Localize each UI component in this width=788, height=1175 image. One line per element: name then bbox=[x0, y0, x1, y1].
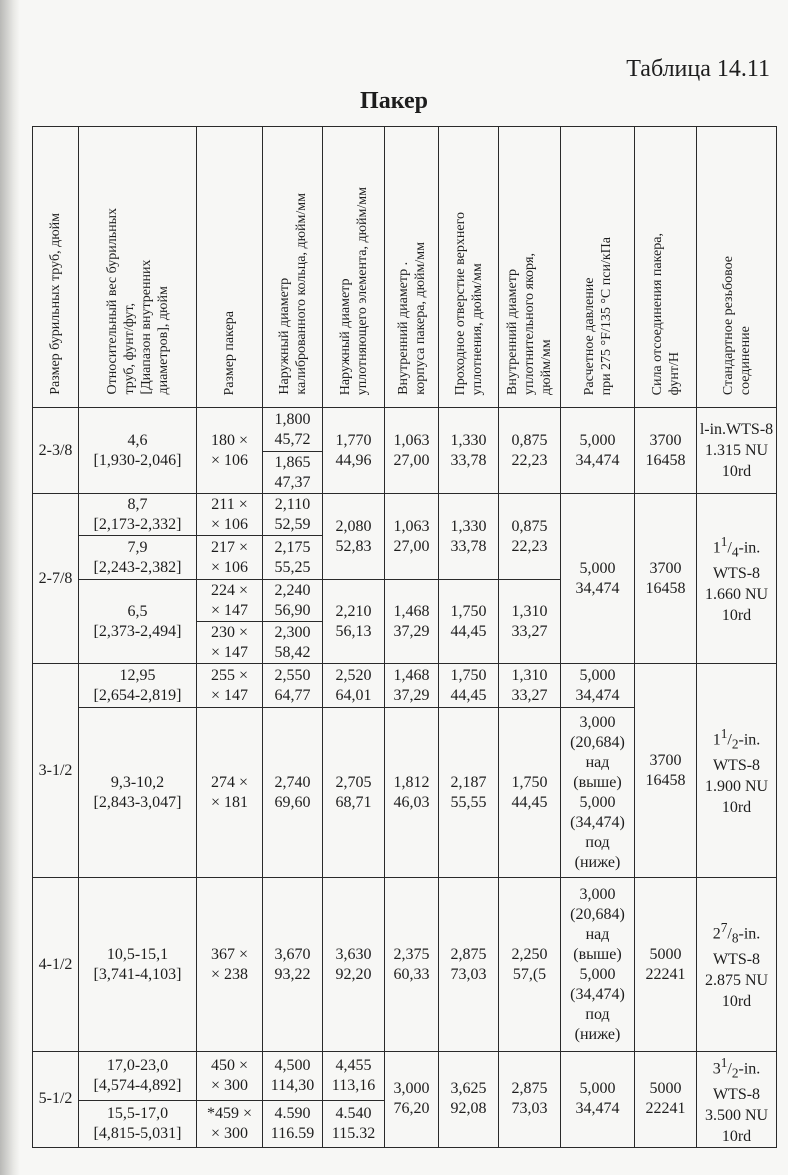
body-id-cell bbox=[385, 408, 439, 494]
weight-cell bbox=[79, 664, 197, 708]
cell-line: 1,800 bbox=[274, 410, 311, 428]
gauge-ring-cell bbox=[263, 494, 323, 536]
cell-line: 2,187 bbox=[450, 773, 487, 791]
packer-size-cell bbox=[197, 494, 263, 536]
header-cell bbox=[323, 127, 385, 408]
cell-line: 44,45 bbox=[450, 622, 487, 640]
cell-line: 2,705 bbox=[335, 773, 372, 791]
cell-line: 47,37 bbox=[274, 473, 311, 491]
cell-line: [4,574-4,892] bbox=[93, 1076, 182, 1094]
cell-line: 10rd bbox=[721, 1127, 752, 1145]
cell-line: 2.875 NU bbox=[704, 971, 769, 989]
weight-cell bbox=[79, 708, 197, 878]
cell-line: 3,000 bbox=[579, 885, 616, 903]
cell-line: 4,455 bbox=[335, 1056, 372, 1074]
cell-line: × 106 bbox=[210, 515, 249, 533]
cell-line: 115.32 bbox=[331, 1124, 376, 1142]
header-text: Наружный диаметр калиброванного кольца, дюйм/мм bbox=[276, 193, 309, 395]
cell-line: 45,72 bbox=[274, 430, 311, 448]
seal-bore-cell bbox=[439, 708, 499, 878]
cell-line: 22241 bbox=[645, 1100, 686, 1118]
cell-line: × 300 bbox=[210, 1124, 249, 1142]
cell-line: 2,875 bbox=[450, 945, 487, 963]
cell-line: (20,684) bbox=[570, 733, 625, 751]
cell-line: 16458 bbox=[645, 579, 686, 597]
cell-line: 274 × bbox=[210, 773, 249, 791]
cell-line: 5000 bbox=[649, 1080, 682, 1098]
thread-suffix: -in. bbox=[738, 731, 761, 749]
body-id-cell bbox=[385, 878, 439, 1052]
header-cell bbox=[33, 127, 79, 408]
thread-cell bbox=[697, 664, 777, 878]
header-text: Размер бурильных труб, дюйм bbox=[48, 213, 63, 395]
gauge-ring-cell bbox=[263, 1052, 323, 1101]
element-od-cell bbox=[323, 1052, 385, 1101]
cell-line: 34,474 bbox=[575, 579, 620, 597]
cell-line: 55,55 bbox=[450, 793, 487, 811]
cell-line: 1.315 NU bbox=[704, 442, 769, 459]
thread-cell bbox=[697, 1052, 777, 1148]
cell-line: 1,750 bbox=[450, 666, 487, 684]
cell-line: (выше) bbox=[573, 945, 622, 963]
cell-line: 52,83 bbox=[335, 537, 372, 555]
gauge-ring-cell bbox=[263, 878, 323, 1052]
cell-line: 3700 bbox=[649, 751, 682, 769]
cell-line: × 147 bbox=[210, 686, 249, 704]
header-text: Расчетное давление при 275 °F/135 °С пси/кПа bbox=[581, 236, 614, 395]
cell-line: 211 × bbox=[211, 495, 248, 513]
header-row bbox=[33, 127, 777, 408]
page-edge-shadow bbox=[0, 0, 20, 1175]
header-cell bbox=[79, 127, 197, 408]
element-od-cell bbox=[323, 708, 385, 878]
cell-line: 0,875 bbox=[511, 517, 548, 535]
fraction-denominator: 8 bbox=[731, 930, 739, 946]
cell-line: 3,000 bbox=[393, 1080, 430, 1098]
element-od-cell bbox=[323, 1100, 385, 1147]
anchor-id-cell bbox=[499, 1052, 561, 1148]
cell-line: *459 × bbox=[206, 1104, 253, 1122]
seal-bore-cell bbox=[439, 1052, 499, 1148]
cell-line: 92,08 bbox=[450, 1100, 487, 1118]
seal-bore-cell bbox=[439, 494, 499, 580]
thread-suffix: -in. bbox=[738, 1060, 761, 1078]
packer-size-cell bbox=[197, 664, 263, 708]
cell-line: [3,741-4,103] bbox=[93, 965, 182, 983]
cell-line: 5,000 bbox=[579, 666, 616, 684]
cell-line: 22,23 bbox=[511, 451, 548, 469]
body-id-cell bbox=[385, 664, 439, 708]
packer-size-cell bbox=[197, 580, 263, 622]
seal-bore-cell bbox=[439, 408, 499, 494]
thread-whole: 1 bbox=[712, 731, 721, 749]
seal-bore-cell bbox=[439, 664, 499, 708]
pressure-cell bbox=[561, 1052, 635, 1148]
anchor-id-cell bbox=[499, 708, 561, 878]
cell-line: [4,815-5,031] bbox=[93, 1124, 182, 1142]
cell-line: × 147 bbox=[210, 601, 249, 619]
cell-line: WTS-8 bbox=[712, 1085, 761, 1103]
cell-line: 4.540 bbox=[335, 1104, 372, 1122]
gauge-ring-cell bbox=[263, 536, 323, 580]
cell-line: 2,740 bbox=[274, 773, 311, 791]
gauge-ring-cell bbox=[263, 622, 323, 664]
fraction-numerator: 7 bbox=[720, 920, 728, 936]
pressure-cell bbox=[561, 408, 635, 494]
cell-line: 2,875 bbox=[511, 1080, 548, 1098]
cell-line: 1,063 bbox=[393, 517, 430, 535]
cell-line: (ниже) bbox=[574, 1025, 621, 1043]
cell-line: [1,930-2,046] bbox=[93, 451, 182, 469]
cell-line: 22241 bbox=[645, 965, 686, 983]
cell-line: 367 × bbox=[210, 945, 249, 963]
thread-cell bbox=[697, 408, 777, 494]
cell-line: 7,9 bbox=[127, 538, 148, 556]
cell-line: 12,95 bbox=[119, 666, 156, 684]
cell-line: 46,03 bbox=[393, 793, 430, 811]
header-text: Сила отсоединения пакера, фунт/Н bbox=[649, 232, 682, 395]
cell-line: 16458 bbox=[645, 771, 686, 789]
cell-line: 92,20 bbox=[335, 965, 372, 983]
cell-line: 1.900 NU bbox=[704, 777, 769, 795]
cell-line: 4,6 bbox=[127, 431, 148, 449]
cell-line: 64,77 bbox=[274, 686, 311, 704]
seal-bore-cell bbox=[439, 580, 499, 664]
cell-line: × 181 bbox=[210, 793, 249, 811]
cell-line: 68,71 bbox=[335, 793, 372, 811]
pipe-size-cell: 3-1/2 bbox=[33, 664, 79, 878]
packer-size-cell bbox=[197, 622, 263, 664]
cell-line: WTS-8 bbox=[712, 564, 761, 582]
cell-line: 9,3-10,2 bbox=[110, 773, 165, 791]
cell-line: × 238 bbox=[210, 965, 249, 983]
gauge-ring-cell bbox=[263, 408, 323, 452]
header-text: Стандартное резьбовое соединение bbox=[720, 255, 753, 395]
element-od-cell bbox=[323, 664, 385, 708]
seal-bore-cell bbox=[439, 878, 499, 1052]
cell-line: 8,7 bbox=[127, 495, 148, 513]
cell-line: 3,625 bbox=[450, 1080, 487, 1098]
header-cell bbox=[499, 127, 561, 408]
pressure-cell bbox=[561, 708, 635, 878]
header-text: Внутренний диаметр . корпуса пакера, дюйм/мм bbox=[395, 242, 428, 395]
cell-line: 1.660 NU bbox=[704, 585, 769, 603]
weight-cell bbox=[79, 878, 197, 1052]
thread-suffix: -in. bbox=[738, 539, 761, 557]
cell-line: 56,13 bbox=[335, 622, 372, 640]
header-cell bbox=[385, 127, 439, 408]
anchor-id-cell bbox=[499, 664, 561, 708]
cell-line: 1,812 bbox=[393, 773, 430, 791]
header-text: Внутренний диаметр уплотнительного якоря, дюйм/мм bbox=[505, 253, 554, 395]
cell-line: (выше) bbox=[573, 773, 622, 791]
anchor-id-cell bbox=[499, 494, 561, 580]
cell-line: × 106 bbox=[210, 558, 249, 576]
cell-line: 3,670 bbox=[274, 945, 311, 963]
element-od-cell bbox=[323, 494, 385, 580]
fraction-denominator: 4 bbox=[731, 544, 739, 560]
cell-line: 224 × bbox=[210, 581, 249, 599]
cell-line: 1,330 bbox=[450, 431, 487, 449]
cell-line: 33,78 bbox=[450, 537, 487, 555]
cell-line: 2,375 bbox=[393, 945, 430, 963]
cell-line: × 300 bbox=[210, 1076, 249, 1094]
element-od-cell bbox=[323, 408, 385, 494]
cell-line: 17,0-23,0 bbox=[106, 1056, 169, 1074]
cell-line: × 106 bbox=[210, 451, 249, 469]
cell-line: $1^1/_4-in$. bbox=[712, 534, 761, 560]
cell-line: над bbox=[585, 753, 610, 771]
cell-line: 73,03 bbox=[511, 1100, 548, 1118]
cell-line: 58,42 bbox=[274, 643, 311, 661]
anchor-id-cell bbox=[499, 878, 561, 1052]
cell-line: 6,5 bbox=[127, 602, 148, 620]
header-text: Размер пакера bbox=[222, 310, 237, 395]
thread-whole: 3 bbox=[712, 1060, 721, 1078]
cell-line: 44,96 bbox=[335, 451, 372, 469]
cell-line: 113,16 bbox=[331, 1076, 376, 1094]
packer-size-cell bbox=[197, 878, 263, 1052]
cell-line: [2,843-3,047] bbox=[93, 793, 182, 811]
cell-line: 10rd bbox=[721, 463, 752, 480]
header-text: Наружный диаметр уплотняющего элемента, дюйм/мм bbox=[337, 186, 370, 395]
cell-line: 10,5-15,1 bbox=[106, 945, 169, 963]
cell-line: 73,03 bbox=[450, 965, 487, 983]
cell-line: 22,23 bbox=[511, 537, 548, 555]
body-id-cell bbox=[385, 580, 439, 664]
pipe-size-cell: 5-1/2 bbox=[33, 1052, 79, 1148]
element-od-cell bbox=[323, 580, 385, 664]
weight-cell bbox=[79, 1052, 197, 1101]
gauge-ring-cell bbox=[263, 452, 323, 494]
header-cell bbox=[697, 127, 777, 408]
release-force-cell bbox=[635, 1052, 697, 1148]
cell-line: 4,500 bbox=[274, 1056, 311, 1074]
packer-size-cell bbox=[197, 1052, 263, 1101]
cell-line: l-in.WTS-8 bbox=[699, 421, 774, 438]
table-row bbox=[33, 494, 777, 536]
cell-line: 5,000 bbox=[579, 1080, 616, 1098]
pipe-size-cell: 2-7/8 bbox=[33, 494, 79, 664]
cell-line: 4.590 bbox=[274, 1104, 311, 1122]
thread-suffix: -in. bbox=[738, 925, 761, 943]
fraction-denominator: 2 bbox=[731, 736, 739, 752]
cell-line: 2,300 bbox=[274, 623, 311, 641]
cell-line: 2,550 bbox=[274, 666, 311, 684]
cell-line: 1,310 bbox=[511, 602, 548, 620]
release-force-cell bbox=[635, 878, 697, 1052]
cell-line: 5,000 bbox=[579, 793, 616, 811]
cell-line: 33,78 bbox=[450, 451, 487, 469]
weight-cell bbox=[79, 536, 197, 580]
cell-line: 37,29 bbox=[393, 686, 430, 704]
cell-line: 10rd bbox=[721, 798, 752, 816]
pressure-cell bbox=[561, 878, 635, 1052]
cell-line: 10rd bbox=[721, 992, 752, 1010]
cell-line: 2,520 bbox=[335, 666, 372, 684]
gauge-ring-cell bbox=[263, 580, 323, 622]
thread-whole: 1 bbox=[712, 539, 721, 557]
pipe-size-cell: 4-1/2 bbox=[33, 878, 79, 1052]
cell-line: 69,60 bbox=[274, 793, 311, 811]
anchor-id-cell bbox=[499, 408, 561, 494]
cell-line: [2,654-2,819] bbox=[93, 686, 182, 704]
table-row bbox=[33, 664, 777, 708]
cell-line: 2,110 bbox=[274, 495, 311, 513]
cell-line: 180 × bbox=[210, 431, 249, 449]
cell-line: 1,468 bbox=[393, 602, 430, 620]
cell-line: 93,22 bbox=[274, 965, 311, 983]
cell-line: 44,45 bbox=[511, 793, 548, 811]
gauge-ring-cell bbox=[263, 708, 323, 878]
fraction-numerator: 1 bbox=[720, 534, 728, 550]
cell-line: 15,5-17,0 bbox=[106, 1104, 169, 1122]
cell-line: 5,000 bbox=[579, 559, 616, 577]
body-id-cell bbox=[385, 1052, 439, 1148]
header-text: Относительный вес бурильных труб, фунт/фут, [Диапазон внутренних диаметров], дюйм bbox=[104, 208, 171, 395]
packer-size-cell bbox=[197, 536, 263, 580]
cell-line: 3,630 bbox=[335, 945, 372, 963]
cell-line: 2,175 bbox=[274, 538, 311, 556]
cell-line: 230 × bbox=[210, 623, 249, 641]
table-title: Пакер bbox=[360, 88, 428, 114]
weight-cell bbox=[79, 1100, 197, 1147]
cell-line: 3,000 bbox=[579, 713, 616, 731]
cell-line: 1,063 bbox=[393, 431, 430, 449]
header-cell bbox=[561, 127, 635, 408]
body-id-cell bbox=[385, 494, 439, 580]
header-cell bbox=[197, 127, 263, 408]
cell-line: под bbox=[585, 833, 610, 851]
cell-line: 55,25 bbox=[274, 558, 311, 576]
cell-line: 76,20 bbox=[393, 1100, 430, 1118]
cell-line: 1,750 bbox=[511, 773, 548, 791]
weight-cell bbox=[79, 580, 197, 664]
cell-line: $1^1/_2-in$. bbox=[712, 726, 761, 752]
release-force-cell bbox=[635, 494, 697, 664]
cell-line: 37,29 bbox=[393, 622, 430, 640]
cell-line: 44,45 bbox=[450, 686, 487, 704]
weight-cell bbox=[79, 408, 197, 494]
cell-line: 5,000 bbox=[579, 431, 616, 449]
thread-cell bbox=[697, 494, 777, 664]
cell-line: 2,250 bbox=[511, 945, 548, 963]
gauge-ring-cell bbox=[263, 664, 323, 708]
cell-line: 1,330 bbox=[450, 517, 487, 535]
cell-line: [2,373-2,494] bbox=[93, 622, 182, 640]
fraction-numerator: 1 bbox=[720, 1055, 728, 1070]
cell-line: 5,000 bbox=[579, 965, 616, 983]
cell-line: [2,243-2,382] bbox=[93, 558, 182, 576]
cell-line: 33,27 bbox=[511, 686, 548, 704]
cell-line: над bbox=[585, 925, 610, 943]
cell-line: 27,00 bbox=[393, 451, 430, 469]
cell-line: $3^1/_2-in$. bbox=[712, 1055, 761, 1081]
table-row bbox=[33, 408, 777, 452]
cell-line: 0,875 bbox=[511, 431, 548, 449]
cell-line: 64,01 bbox=[335, 686, 372, 704]
cell-line: 1,750 bbox=[450, 602, 487, 620]
cell-line: 34,474 bbox=[575, 451, 620, 469]
cell-line: 2,210 bbox=[335, 602, 372, 620]
packer-size-cell bbox=[197, 1100, 263, 1147]
table-row bbox=[33, 878, 777, 1052]
cell-line: 2,080 bbox=[335, 517, 372, 535]
cell-line: 57,(5 bbox=[512, 965, 547, 983]
cell-line: [2,173-2,332] bbox=[93, 515, 182, 533]
anchor-id-cell bbox=[499, 580, 561, 664]
cell-line: (20,684) bbox=[570, 905, 625, 923]
cell-line: WTS-8 bbox=[712, 756, 761, 774]
cell-line: 3700 bbox=[649, 431, 682, 449]
cell-line: 1,865 bbox=[274, 453, 311, 471]
thread-whole: 2 bbox=[712, 925, 721, 943]
cell-line: 3.500 NU bbox=[704, 1106, 769, 1124]
cell-line: 3700 bbox=[649, 559, 682, 577]
fraction-denominator: 2 bbox=[731, 1065, 739, 1081]
fraction-numerator: 1 bbox=[720, 726, 728, 742]
release-force-cell bbox=[635, 664, 697, 878]
cell-line: 1,770 bbox=[335, 431, 372, 449]
header-text: Проходное отверстие верхнего уплотнения, дюйм/мм bbox=[452, 211, 485, 395]
cell-line: 2,240 bbox=[274, 581, 311, 599]
cell-line: (34,474) bbox=[570, 813, 625, 831]
cell-line: 34,474 bbox=[575, 686, 620, 704]
cell-line: 450 × bbox=[210, 1056, 249, 1074]
cell-line: 114,30 bbox=[270, 1076, 315, 1094]
cell-line: 34,474 bbox=[575, 1100, 620, 1118]
header-cell bbox=[635, 127, 697, 408]
cell-line: 27,00 bbox=[393, 537, 430, 555]
element-od-cell bbox=[323, 878, 385, 1052]
weight-cell bbox=[79, 494, 197, 536]
cell-line: под bbox=[585, 1005, 610, 1023]
cell-line: 1,310 bbox=[511, 666, 548, 684]
packer-table bbox=[32, 126, 777, 1148]
cell-line: 217 × bbox=[210, 538, 249, 556]
cell-line: 60,33 bbox=[393, 965, 430, 983]
cell-line: 255 × bbox=[210, 666, 249, 684]
cell-line: 5000 bbox=[649, 945, 682, 963]
gauge-ring-cell bbox=[263, 1100, 323, 1147]
cell-line: 52,59 bbox=[274, 515, 311, 533]
cell-line: 10rd bbox=[721, 606, 752, 624]
packer-size-cell bbox=[197, 708, 263, 878]
cell-line: 1,468 bbox=[393, 666, 430, 684]
cell-line: × 147 bbox=[210, 643, 249, 661]
cell-line: WTS-8 bbox=[712, 950, 761, 968]
cell-line: (34,474) bbox=[570, 985, 625, 1003]
pipe-size-cell: 2-3/8 bbox=[33, 408, 79, 494]
header-cell bbox=[439, 127, 499, 408]
cell-line: $2^7/_8-in$. bbox=[712, 920, 761, 946]
cell-line: 16458 bbox=[645, 451, 686, 469]
packer-size-cell bbox=[197, 408, 263, 494]
body-id-cell bbox=[385, 708, 439, 878]
table-row bbox=[33, 1052, 777, 1101]
pressure-cell bbox=[561, 664, 635, 708]
cell-line: (ниже) bbox=[574, 853, 621, 871]
pressure-cell bbox=[561, 494, 635, 664]
cell-line: 56,90 bbox=[274, 601, 311, 619]
cell-line: 33,27 bbox=[511, 622, 548, 640]
release-force-cell bbox=[635, 408, 697, 494]
thread-cell bbox=[697, 878, 777, 1052]
cell-line: 116.59 bbox=[270, 1124, 315, 1142]
table-number: Таблица 14.11 bbox=[626, 56, 770, 82]
header-cell bbox=[263, 127, 323, 408]
